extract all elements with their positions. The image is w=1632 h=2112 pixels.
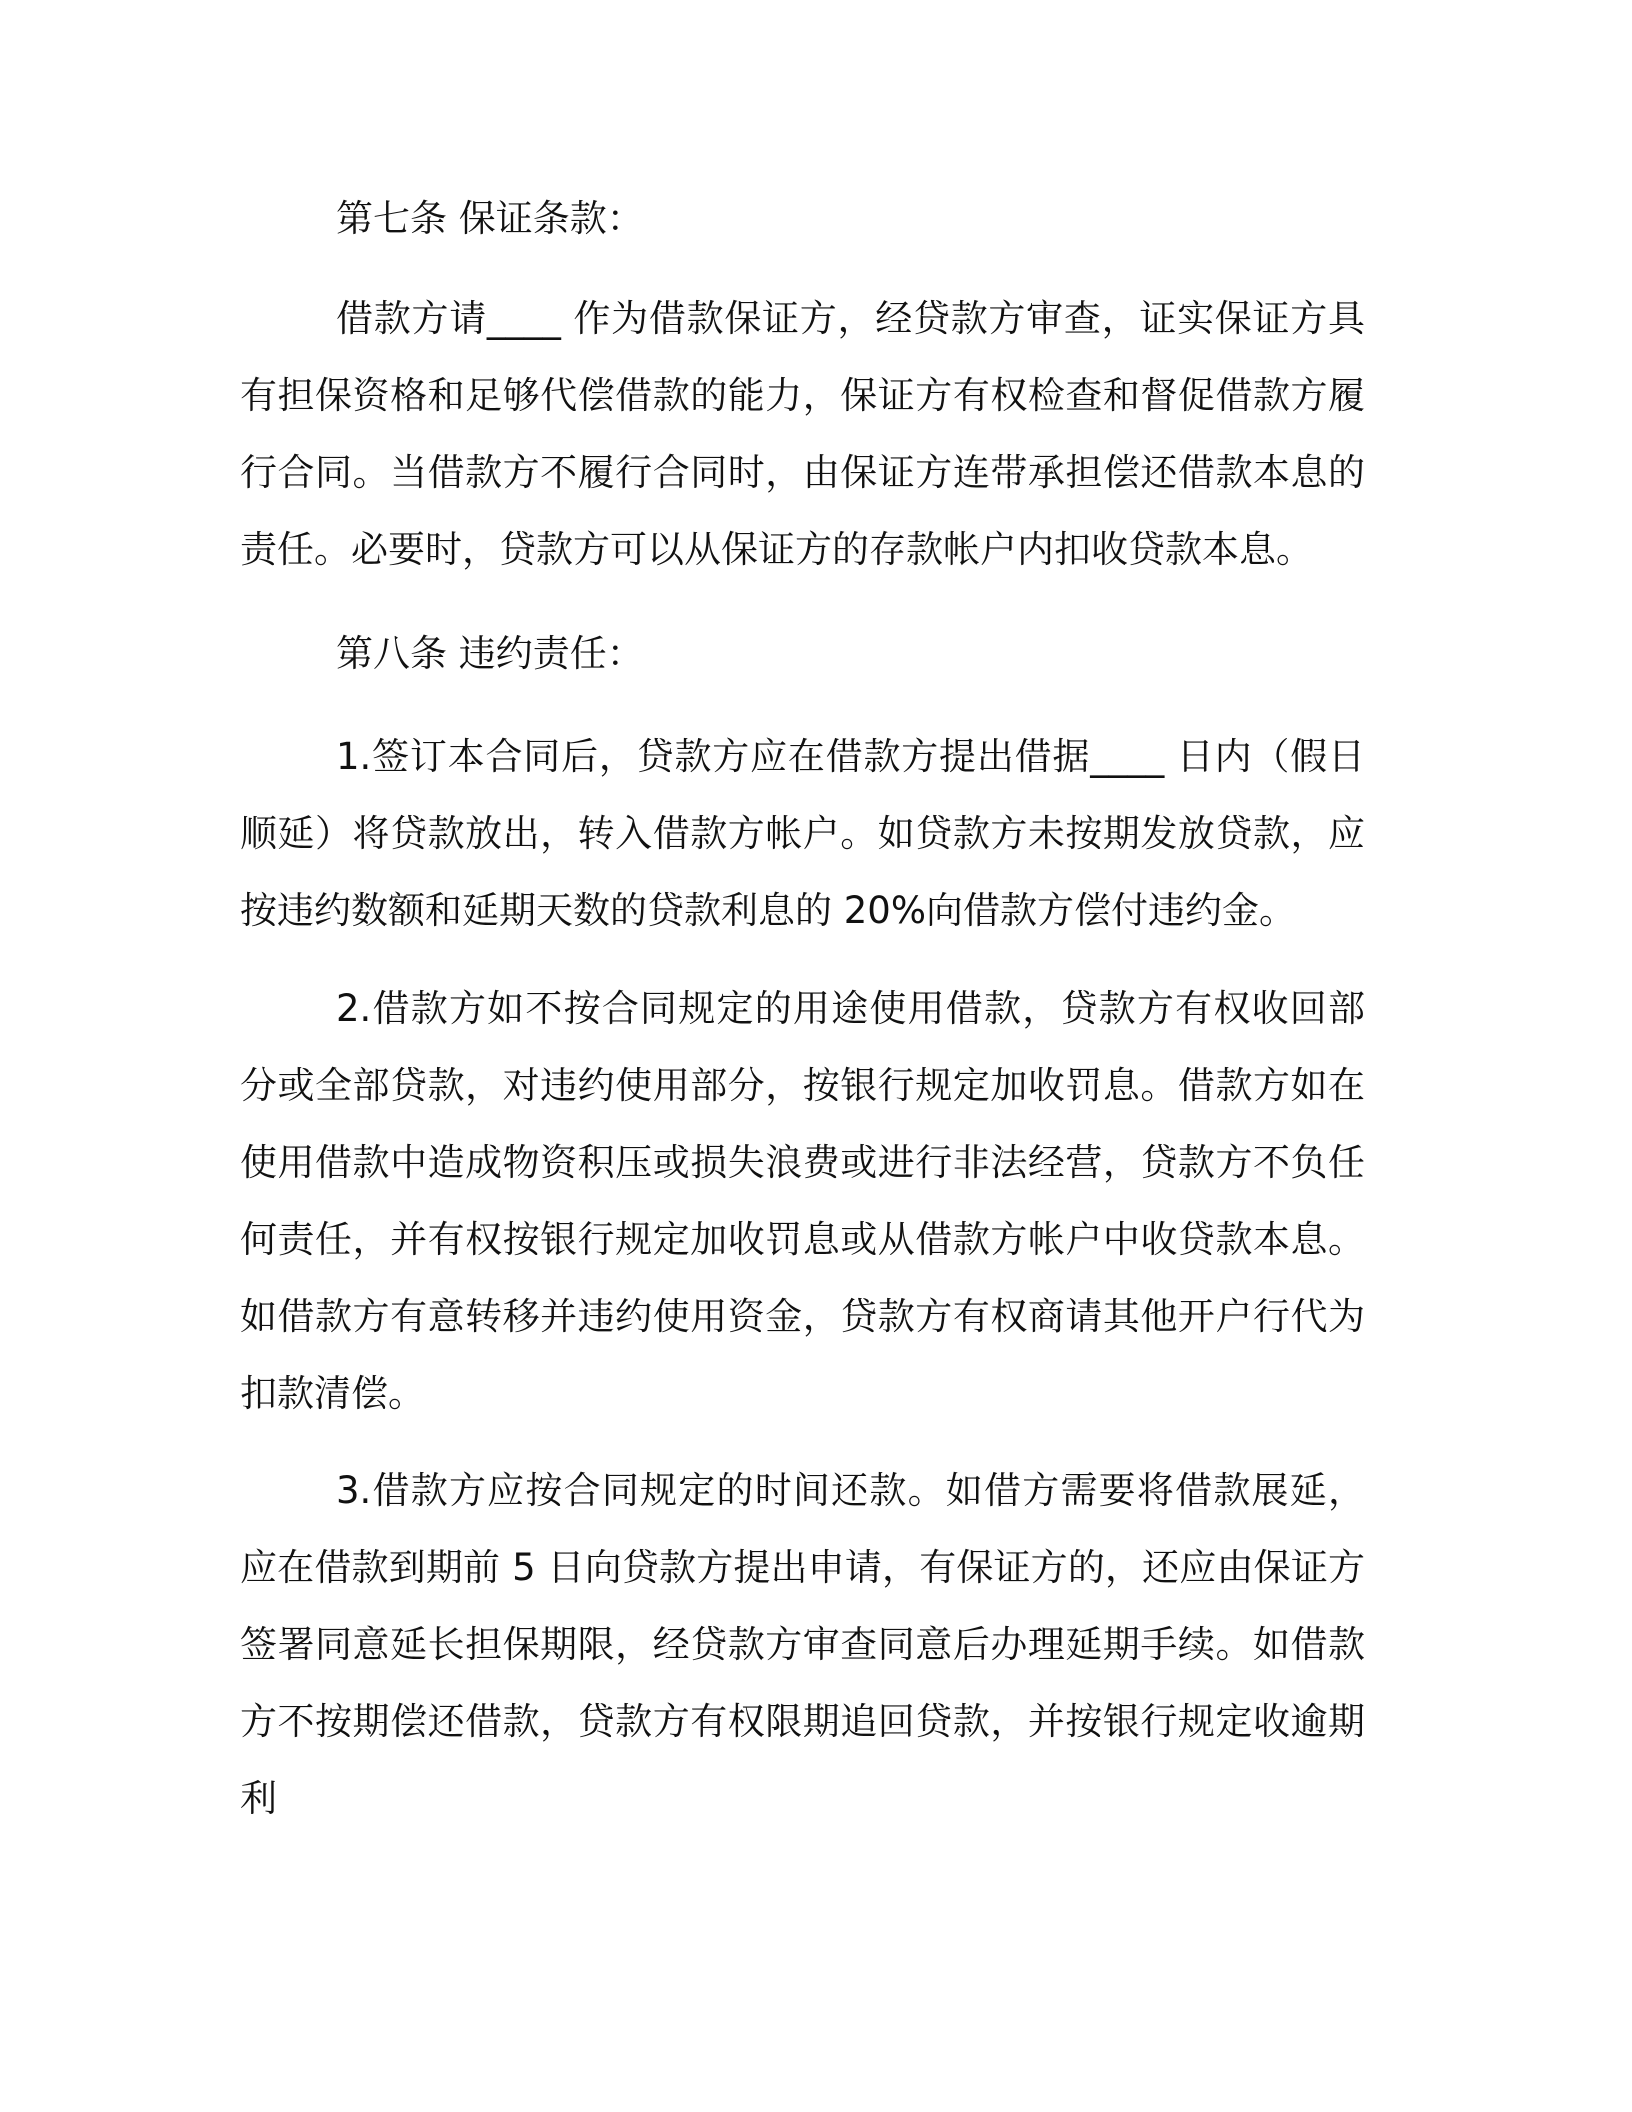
article-7-heading: 第七条 保证条款： (336, 197, 644, 240)
article-8-clause-3: 3.借款方应按合同规定的时间还款。如借方需要将借款展延，应在借款到期前 5 日向贷款方提出申请，有保证方的，还应由保证方签署同意延长担保期限，经贷款方审查同意后办理延期手续。如借款方不按期偿还借款，贷款方有权限期追回贷款，并按银行规定收逾期利 (240, 1469, 1365, 1820)
article-8-heading: 第八条 违约责任： (336, 632, 644, 675)
article-8-clause-2: 2.借款方如不按合同规定的用途使用借款，贷款方有权收回部分或全部贷款，对违约使用部分，按银行规定加收罚息。借款方如在使用借款中造成物资积压或损失浪费或进行非法经营，贷款方不负任何责任，并有权按银行规定加收罚息或从借款方帐户中收贷款本息。如借款方有意转移并违约使用资金，贷款方有权商请其他开户行代为扣款清偿。 (240, 987, 1365, 1415)
article-8-clause-1: 1.签订本合同后，贷款方应在借款方提出借据____ 日内（假日顺延）将贷款放出，转入借款方帐户。如贷款方未按期发放贷款，应按违约数额和延期天数的贷款利息的 20%向借款方偿付违约金。 (240, 735, 1365, 932)
article-7-paragraph: 借款方请____ 作为借款保证方，经贷款方审查，证实保证方具有担保资格和足够代偿借款的能力，保证方有权检查和督促借款方履行合同。当借款方不履行合同时，由保证方连带承担偿还借款本息的责任。必要时，贷款方可以从保证方的存款帐户内扣收贷款本息。 (240, 297, 1365, 571)
